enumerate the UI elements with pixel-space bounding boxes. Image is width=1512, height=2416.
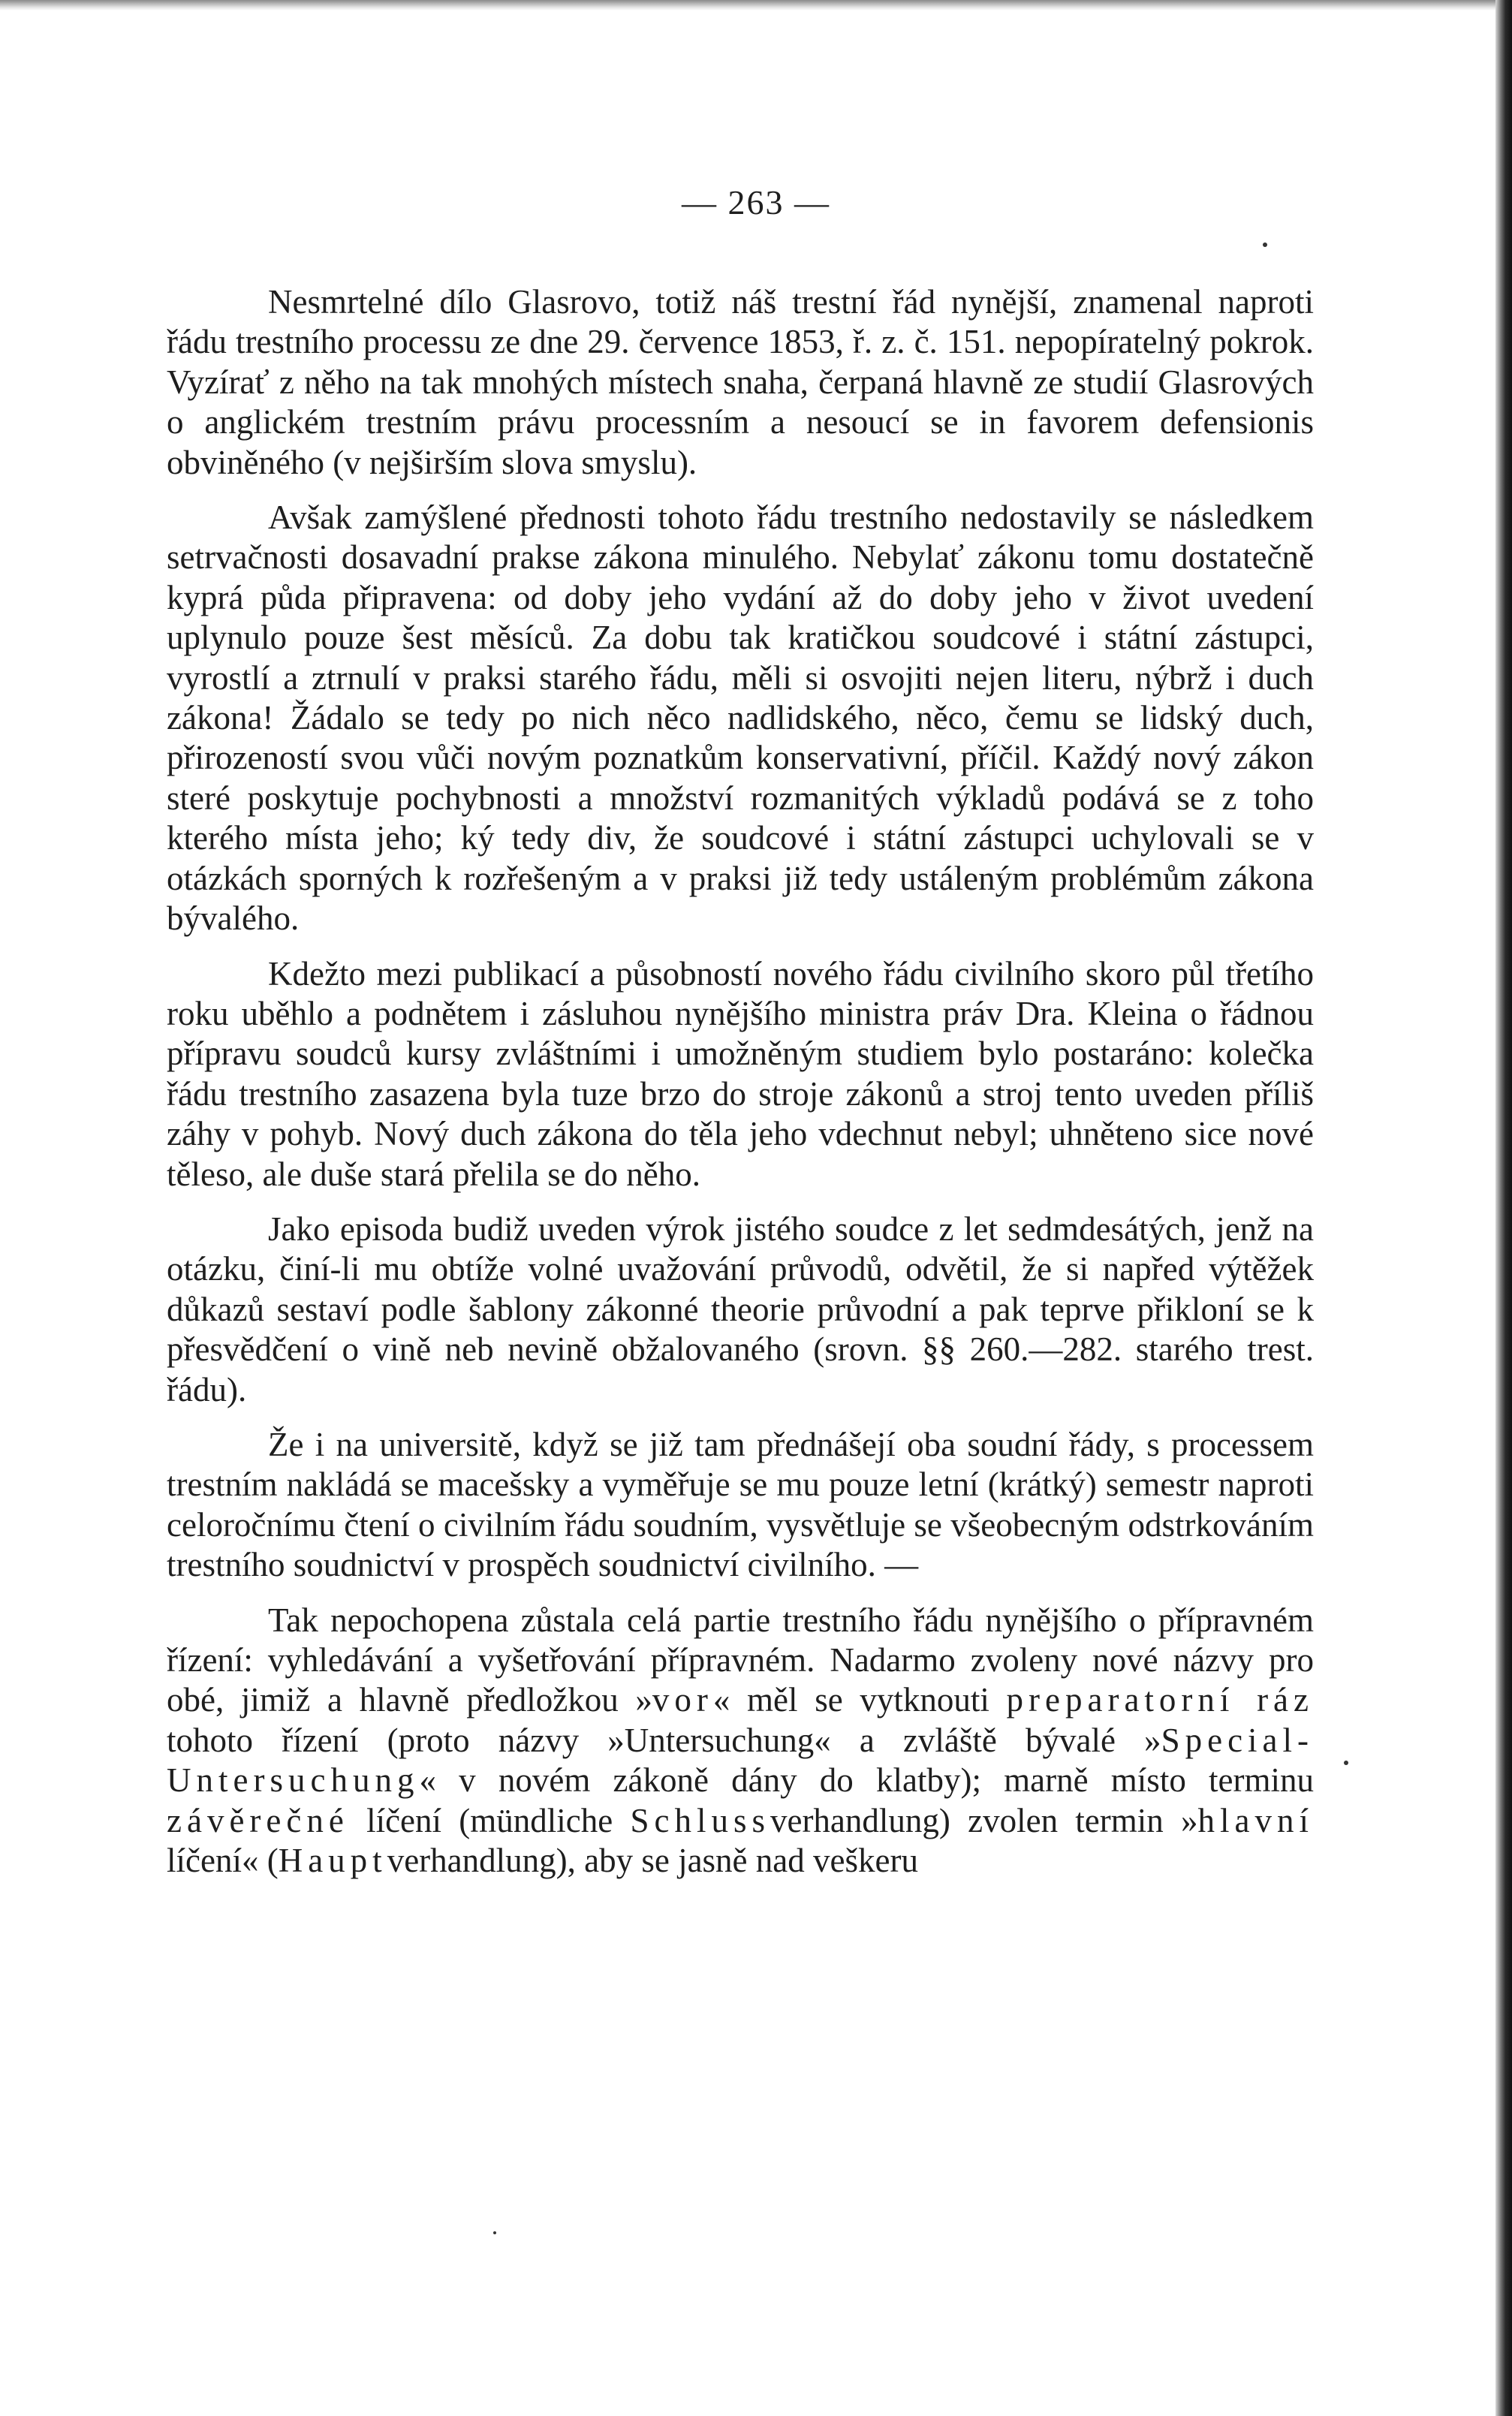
spaced-term: hlavní [1197,1801,1314,1839]
scan-border-right [1495,0,1512,2416]
text-run: verhandlung), aby se jasně nad veškeru [387,1842,918,1880]
spaced-term: Haupt [278,1842,387,1880]
text-run: Avšak zamýšlené přednosti tohoto řádu trestního nedostavily se následkem setrvačnosti dosavadní prakse zákona minulého. Nebylať zákonu tomu dostatečně kyprá půda připravena: od doby jeho vydání až do doby jeho v život uvedení uplynulo pouze šest měsíců. Za dobu tak kratičkou soudcové i státní zástupci, vyrostlí a ztrnulí v praksi starého řádu, měli si osvojiti nejen literu, nýbrž i duch zákona! Žádalo se tedy po nich něco nadlidského, něco, čemu se lidský duch, přirozeností svou vůči novým poznatkům konservativní, příčil. Každý nový zákon steré poskytuje pochybnosti a množství rozmanitých výkladů podává se z toho kterého místa jeho; ký tedy div, že soudcové i státní zástupci uchylovali se v otázkách sporných k rozřešeným a v praksi již tedy ustáleným problémům zákona bývalého. [167,499,1314,938]
paragraph-3 [167,954,1314,1194]
paragraph-2 [167,498,1314,938]
page-number: — 263 — [682,183,830,221]
spaced-term: závěrečné [167,1801,349,1839]
scan-speck [493,2231,496,2234]
text-run: Tak nepochopena zůstala celá partie trestního řádu nynějšího o přípravném řízení: vyhledávání a vyšetřování přípravném. Nadarmo zvoleny nové názvy pro obé, jimiž a hlavně předložkou » [167,1601,1314,1719]
spaced-term: preparatorní ráz [1006,1681,1315,1719]
text-run: Nesmrtelné dílo Glasrovo, totiž náš trestní řád nynější, znamenal naproti řádu trestního processu ze dne 29. července 1853, ř. z. č. 151. nepopíratelný pokrok. Vyzírať z něho na tak mnohých místech snaha, čerpaná hlavně ze studií Glasrových o anglickém trestním právu processním a nesoucí se in favorem defensionis obviněného (v nejširším slova smyslu). [167,283,1314,481]
text-run: Kdežto mezi publikací a působností nového řádu civilního skoro půl třetího roku uběhlo a podnětem i zásluhou nynějšího ministra práv Dra. Kleina o řádnou přípravu soudců kursy zvláštními i umožněným studiem bylo postaráno: kolečka řádu trestního zasazena byla tuze brzo do stroje zákonů a stroj tento uveden příliš záhy v pohyb. Nový duch zákona do těla jeho vdechnut nebyl; uhněteno sice nové těleso, ale duše stará přelila se do něho. [167,954,1314,1193]
spaced-term: Special-Untersuchung [167,1721,1314,1800]
scan-border-top [0,0,1512,11]
text-run: verhandlung) zvolen termin » [770,1801,1198,1839]
scan-speck [1344,1761,1348,1765]
paragraph-6 [167,1601,1314,1881]
paragraph-4 [167,1210,1314,1410]
spaced-term: vor [652,1681,713,1719]
scan-speck [1263,243,1267,247]
text-run: Jako episoda budiž uveden výrok jistého soudce z let sedmdesátých, jenž na otázku, činí-li mu obtíže volné uvažování průvodů, odvětil, že si napřed výtěžek důkazů sestaví podle šablony zákonné theorie průvodní a pak teprve přikloní se k přesvědčení o vině neb nevině obžalovaného (srovn. §§ 260.—282. starého trest. řádu). [167,1210,1314,1408]
text-run: « měl se vytknouti [712,1681,1007,1719]
body-text [167,282,1314,1881]
paragraph-1 [167,282,1314,483]
text-run: tohoto řízení (proto názvy »Untersuchung« a zvláště bývalé » [167,1721,1161,1759]
text-run: « v novém zákoně dány do klatby); marně místo terminu [419,1761,1314,1800]
text-run: líčení (mündliche [348,1801,631,1839]
text-run: líčení« ( [167,1842,279,1880]
paragraph-5 [167,1425,1314,1586]
spaced-term: Schluss [630,1801,770,1839]
text-run: Že i na universitě, když se již tam přednášejí oba soudní řády, s processem trestním nakládá se macešsky a vyměřuje se mu pouze letní (krátký) semestr naproti celoročnímu čtení o civilním řádu soudním, vysvětluje se všeobecným odstrkováním trestního soudnictví v prospěch soudnictví civilního. — [167,1425,1314,1584]
